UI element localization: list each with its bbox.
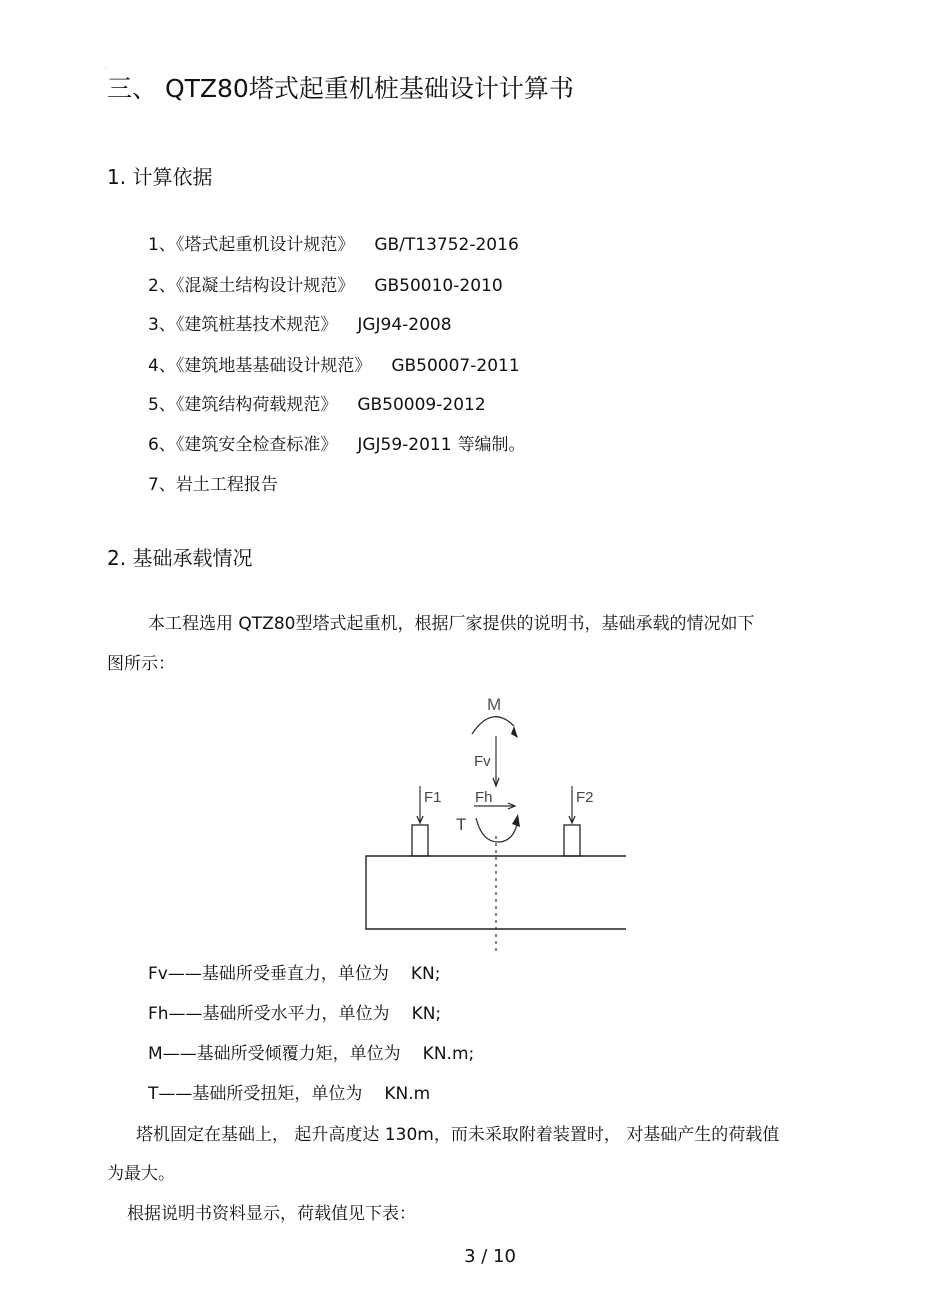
- fv-label: Fv: [474, 753, 491, 770]
- intro-paragraph-line1: 本工程选用 QTZ80型塔式起重机，根据厂家提供的说明书，基础承载的情况如下: [148, 614, 755, 634]
- torque-label: T: [456, 815, 467, 834]
- foundation-load-diagram: [360, 686, 630, 954]
- moment-arrowhead: [511, 726, 518, 738]
- document-title: 三、 QTZ80塔式起重机桩基础设计计算书: [107, 74, 574, 103]
- tower-leg-left: [412, 825, 428, 856]
- tower-leg-right: [564, 825, 580, 856]
- page-mark: ·: [105, 66, 107, 73]
- list-item: 2、《混凝土结构设计规范》 GB50010-2010: [148, 276, 503, 296]
- f1-label: F1: [424, 789, 442, 806]
- torque-arrowhead: [512, 814, 520, 827]
- moment-arc: [472, 717, 514, 734]
- definition-fv: Fv——基础所受垂直力，单位为 KN;: [148, 964, 441, 984]
- fh-label: Fh: [475, 789, 493, 806]
- list-item: 6、《建筑安全检查标准》 JGJ59-2011 等编制。: [148, 435, 526, 455]
- section2-heading: 2. 基础承载情况: [107, 546, 253, 570]
- moment-label: M: [487, 695, 502, 714]
- paragraph2-line2: 为最大。: [107, 1164, 175, 1184]
- list-item: 7、岩土工程报告: [148, 475, 278, 495]
- list-item: 1、《塔式起重机设计规范》 GB/T13752-2016: [148, 235, 519, 255]
- list-item: 5、《建筑结构荷载规范》 GB50009-2012: [148, 395, 486, 415]
- intro-paragraph-line2: 图所示：: [107, 654, 175, 674]
- definition-m: M——基础所受倾覆力矩，单位为 KN.m;: [148, 1044, 475, 1064]
- definition-t: T——基础所受扭矩，单位为 KN.m: [148, 1084, 431, 1104]
- paragraph2-line1: 塔机固定在基础上， 起升高度达 130m，而未采取附着装置时， 对基础产生的荷载值: [136, 1125, 780, 1145]
- paragraph3: 根据说明书资料显示，荷载值见下表：: [127, 1204, 416, 1224]
- list-item: 4、《建筑地基基础设计规范》 GB50007-2011: [148, 356, 520, 376]
- section1-heading: 1. 计算依据: [107, 165, 213, 189]
- torque-arc: [476, 818, 518, 842]
- page-number: 3 / 10: [464, 1246, 516, 1267]
- list-item: 3、《建筑桩基技术规范》 JGJ94-2008: [148, 315, 452, 335]
- definition-fh: Fh——基础所受水平力，单位为 KN;: [148, 1004, 442, 1024]
- f2-label: F2: [576, 789, 594, 806]
